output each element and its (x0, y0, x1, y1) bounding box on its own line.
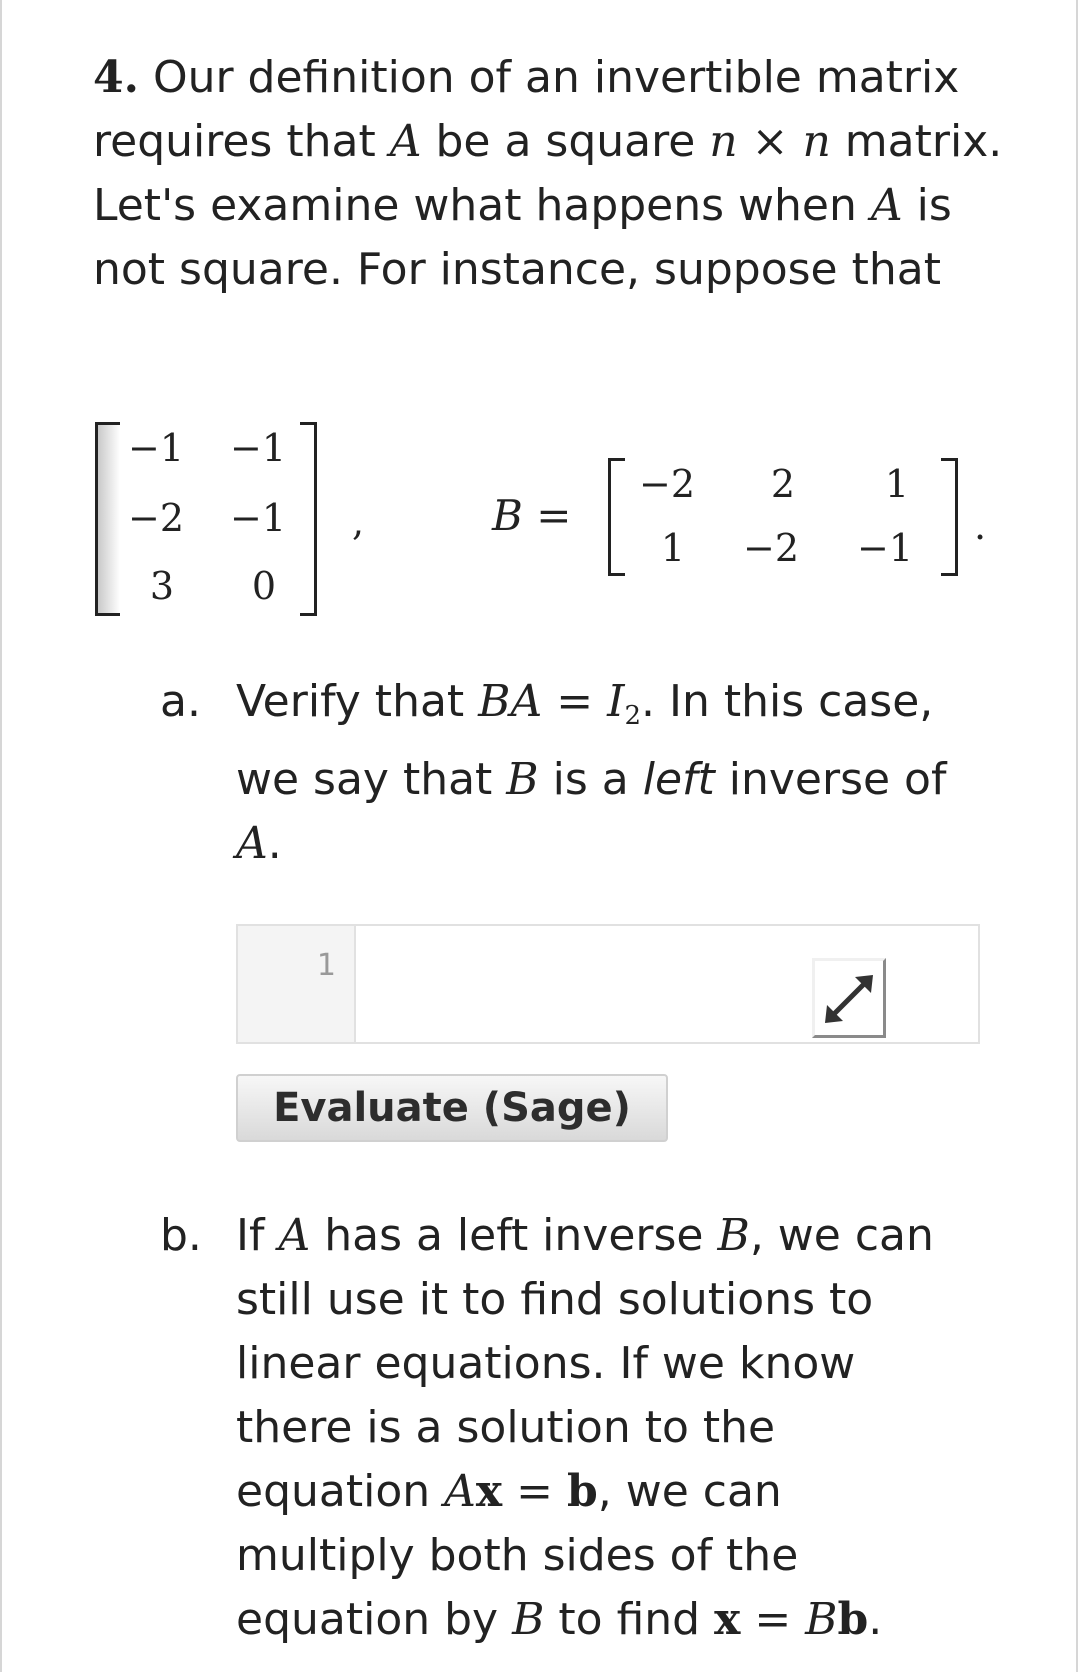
matrix-a-cell: −1 (229, 426, 287, 470)
code-gutter (238, 926, 356, 1042)
matrix-a-cell: 3 (149, 564, 175, 608)
matrix-a-cell: −1 (127, 426, 185, 470)
sage-code-cell[interactable] (236, 924, 980, 1044)
matrix-separator-comma: , (352, 500, 365, 544)
matrix-b-cell: −2 (638, 462, 696, 506)
expand-arrows-icon[interactable] (812, 958, 886, 1038)
matrix-b-cell: −2 (742, 526, 800, 570)
matrix-b-cell: −1 (856, 526, 914, 570)
matrix-b-cell: 1 (660, 526, 686, 570)
matrix-b-cell: 1 (884, 462, 910, 506)
evaluate-sage-button[interactable]: Evaluate (Sage) (236, 1074, 668, 1142)
part-a-marker: a. (160, 676, 201, 727)
matrix-b-cell: 2 (770, 462, 796, 506)
problem-intro: 4. Our definition of an invertible matrix requires that A be a square n × n matrix. Let's examine what happens when A is not square. For instance, suppose that (93, 52, 1003, 295)
matrix-b (608, 458, 958, 576)
matrix-a (95, 422, 317, 616)
part-b-marker: b. (160, 1210, 202, 1261)
matrix-a-cell: −1 (229, 496, 287, 540)
part-b-text: If A has a left inverse B, we can still use it to find solutions to linear equations. If we know there is a solution to the equation Ax = b, we can multiply both sides of the equation by B to find x = Bb. (236, 1210, 934, 1645)
matrix-a-cell: −2 (127, 496, 185, 540)
matrix-period: . (974, 504, 987, 548)
matrix-a-cell: 0 (251, 564, 277, 608)
matrix-b-right-bracket (941, 458, 958, 576)
expand-arrows-glyph (815, 961, 883, 1035)
matrix-b-label: B = (492, 491, 572, 540)
line-number: 1 (316, 948, 336, 983)
problem-number: 4. (93, 52, 139, 103)
part-a-text: Verify that BA = $I_2$. In this case, we say that B is a left inverse of A. (236, 676, 947, 869)
